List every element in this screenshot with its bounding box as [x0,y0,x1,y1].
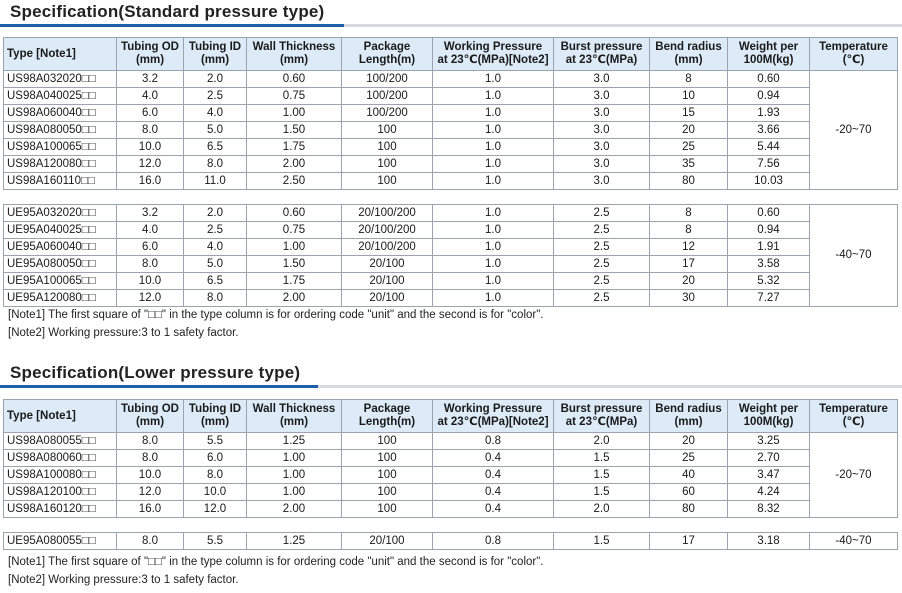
cell-working-pressure: 0.4 [433,484,554,501]
cell-bend-radius: 40 [650,467,728,484]
cell-working-pressure: 1.0 [433,71,554,88]
cell-type: US98A100065□□ [4,139,117,156]
cell-bend-radius: 25 [650,139,728,156]
cell-type: US98A080060□□ [4,450,117,467]
cell-tubing-od: 8.0 [117,433,184,450]
cell-weight: 0.60 [728,205,810,222]
cell-wall-thickness: 1.00 [247,450,342,467]
cell-working-pressure: 1.0 [433,122,554,139]
table-row [4,239,898,256]
cell-wall-thickness: 2.00 [247,156,342,173]
table-row [4,156,898,173]
cell-type: UE95A120080□□ [4,290,117,307]
cell-type: UE95A080050□□ [4,256,117,273]
cell-package-length: 100/200 [342,105,433,122]
standard-note2: [Note2] Working pressure:3 to 1 safety factor. [8,327,239,339]
group-separator [4,190,898,205]
cell-package-length: 20/100/200 [342,239,433,256]
cell-tubing-id: 2.5 [184,222,247,239]
cell-weight: 7.27 [728,290,810,307]
cell-working-pressure: 1.0 [433,205,554,222]
cell-wall-thickness: 1.25 [247,533,342,550]
table-row [4,122,898,139]
cell-bend-radius: 12 [650,239,728,256]
cell-tubing-id: 8.0 [184,467,247,484]
cell-weight: 5.32 [728,273,810,290]
cell-weight: 8.32 [728,501,810,518]
cell-tubing-od: 3.2 [117,205,184,222]
cell-tubing-od: 3.2 [117,71,184,88]
cell-type: US98A032020□□ [4,71,117,88]
table-row [4,256,898,273]
cell-wall-thickness: 0.75 [247,88,342,105]
header-burst-pressure: Burst pressure at 23℃(MPa) [554,38,650,71]
cell-burst-pressure: 3.0 [554,173,650,190]
cell-tubing-id: 2.0 [184,205,247,222]
cell-tubing-id: 5.0 [184,122,247,139]
cell-burst-pressure: 3.0 [554,139,650,156]
cell-working-pressure: 1.0 [433,290,554,307]
cell-type: UE95A060040□□ [4,239,117,256]
header-row [4,400,898,433]
header-bend-radius: Bend radius (mm) [650,400,728,433]
cell-bend-radius: 20 [650,433,728,450]
cell-type: US98A040025□□ [4,88,117,105]
cell-tubing-od: 4.0 [117,88,184,105]
cell-weight: 1.91 [728,239,810,256]
cell-wall-thickness: 0.60 [247,71,342,88]
lower-spec-table [3,399,898,550]
cell-tubing-id: 11.0 [184,173,247,190]
table-row [4,205,898,222]
cell-tubing-id: 6.5 [184,273,247,290]
cell-tubing-id: 12.0 [184,501,247,518]
cell-burst-pressure: 2.5 [554,222,650,239]
cell-package-length: 20/100 [342,533,433,550]
cell-package-length: 100 [342,173,433,190]
section-title-standard: Specification(Standard pressure type) [10,2,325,21]
cell-package-length: 20/100 [342,290,433,307]
cell-package-length: 100 [342,156,433,173]
cell-wall-thickness: 1.00 [247,105,342,122]
cell-temperature: -40~70 [810,533,898,550]
cell-bend-radius: 25 [650,450,728,467]
cell-bend-radius: 35 [650,156,728,173]
cell-tubing-od: 10.0 [117,273,184,290]
header-tubing-od: Tubing OD (mm) [117,38,184,71]
cell-weight: 0.94 [728,88,810,105]
cell-burst-pressure: 2.5 [554,239,650,256]
cell-weight: 0.94 [728,222,810,239]
header-wall-thickness: Wall Thickness (mm) [247,400,342,433]
cell-package-length: 100 [342,433,433,450]
header-working-pressure: Working Pressure at 23℃(MPa)[Note2] [433,38,554,71]
cell-tubing-id: 8.0 [184,290,247,307]
cell-working-pressure: 1.0 [433,222,554,239]
cell-burst-pressure: 1.5 [554,467,650,484]
cell-working-pressure: 0.4 [433,501,554,518]
cell-wall-thickness: 1.25 [247,433,342,450]
cell-weight: 5.44 [728,139,810,156]
cell-burst-pressure: 2.0 [554,433,650,450]
table-row [4,222,898,239]
cell-working-pressure: 0.4 [433,450,554,467]
cell-wall-thickness: 0.75 [247,222,342,239]
title-rule-lower [0,385,902,388]
cell-burst-pressure: 2.0 [554,501,650,518]
cell-tubing-od: 6.0 [117,105,184,122]
cell-bend-radius: 17 [650,533,728,550]
cell-bend-radius: 30 [650,290,728,307]
table-row [4,484,898,501]
cell-working-pressure: 1.0 [433,139,554,156]
cell-working-pressure: 1.0 [433,256,554,273]
cell-burst-pressure: 2.5 [554,205,650,222]
cell-type: UE95A080055□□ [4,533,117,550]
header-burst-pressure: Burst pressure at 23℃(MPa) [554,400,650,433]
lower-note1: [Note1] The first square of "□□" in the type column is for ordering code "unit" and the second is for "color". [8,556,544,568]
cell-package-length: 20/100 [342,256,433,273]
cell-tubing-od: 12.0 [117,290,184,307]
table-row [4,105,898,122]
header-temperature: Temperature (℃) [810,400,898,433]
section-title-lower: Specification(Lower pressure type) [10,363,301,382]
cell-package-length: 100 [342,467,433,484]
cell-burst-pressure: 3.0 [554,71,650,88]
cell-tubing-od: 12.0 [117,156,184,173]
cell-burst-pressure: 1.5 [554,484,650,501]
cell-wall-thickness: 1.00 [247,467,342,484]
cell-tubing-id: 8.0 [184,156,247,173]
cell-burst-pressure: 3.0 [554,105,650,122]
cell-wall-thickness: 1.75 [247,273,342,290]
cell-package-length: 100/200 [342,88,433,105]
cell-bend-radius: 80 [650,501,728,518]
cell-weight: 0.60 [728,71,810,88]
cell-type: US98A060040□□ [4,105,117,122]
cell-weight: 2.70 [728,450,810,467]
table-row [4,290,898,307]
header-tubing-id: Tubing ID (mm) [184,400,247,433]
cell-wall-thickness: 1.50 [247,256,342,273]
cell-wall-thickness: 1.75 [247,139,342,156]
cell-temperature: -40~70 [810,205,898,307]
cell-tubing-id: 5.5 [184,533,247,550]
cell-temperature: -20~70 [810,71,898,190]
cell-weight: 3.18 [728,533,810,550]
cell-tubing-od: 8.0 [117,122,184,139]
cell-temperature: -20~70 [810,433,898,518]
cell-package-length: 100 [342,122,433,139]
cell-tubing-od: 8.0 [117,533,184,550]
cell-package-length: 100 [342,450,433,467]
cell-type: UE95A032020□□ [4,205,117,222]
cell-tubing-od: 10.0 [117,467,184,484]
cell-bend-radius: 20 [650,273,728,290]
cell-tubing-od: 12.0 [117,484,184,501]
cell-tubing-id: 2.5 [184,88,247,105]
table-row [4,139,898,156]
cell-working-pressure: 1.0 [433,105,554,122]
cell-type: US98A080050□□ [4,122,117,139]
table-row [4,273,898,290]
cell-bend-radius: 60 [650,484,728,501]
cell-tubing-id: 2.0 [184,71,247,88]
header-tubing-id: Tubing ID (mm) [184,38,247,71]
cell-burst-pressure: 2.5 [554,273,650,290]
cell-package-length: 100 [342,484,433,501]
cell-type: UE95A100065□□ [4,273,117,290]
cell-burst-pressure: 3.0 [554,156,650,173]
table-row [4,173,898,190]
cell-tubing-id: 6.5 [184,139,247,156]
header-package-length: Package Length(m) [342,400,433,433]
table-row [4,433,898,450]
cell-package-length: 20/100/200 [342,205,433,222]
cell-bend-radius: 10 [650,88,728,105]
cell-tubing-od: 16.0 [117,501,184,518]
table-row [4,501,898,518]
cell-working-pressure: 0.4 [433,467,554,484]
cell-weight: 10.03 [728,173,810,190]
title-rule-standard [0,24,902,27]
cell-tubing-od: 10.0 [117,139,184,156]
cell-package-length: 100 [342,501,433,518]
cell-burst-pressure: 1.5 [554,533,650,550]
cell-tubing-id: 5.0 [184,256,247,273]
cell-weight: 1.93 [728,105,810,122]
header-weight: Weight per 100M(kg) [728,400,810,433]
cell-package-length: 20/100 [342,273,433,290]
cell-tubing-id: 5.5 [184,433,247,450]
cell-burst-pressure: 3.0 [554,122,650,139]
cell-wall-thickness: 2.00 [247,501,342,518]
cell-type: US98A120080□□ [4,156,117,173]
table-row [4,450,898,467]
cell-bend-radius: 15 [650,105,728,122]
standard-spec-table [3,37,898,307]
cell-package-length: 100 [342,139,433,156]
lower-note2: [Note2] Working pressure:3 to 1 safety factor. [8,574,239,586]
cell-working-pressure: 1.0 [433,239,554,256]
table-row [4,533,898,550]
header-package-length: Package Length(m) [342,38,433,71]
cell-package-length: 100/200 [342,71,433,88]
cell-working-pressure: 1.0 [433,273,554,290]
cell-bend-radius: 17 [650,256,728,273]
cell-weight: 3.47 [728,467,810,484]
cell-working-pressure: 1.0 [433,156,554,173]
header-type: Type [Note1] [4,38,117,71]
standard-note1: [Note1] The first square of "□□" in the type column is for ordering code "unit" and the second is for "color". [8,309,544,321]
cell-tubing-id: 6.0 [184,450,247,467]
cell-weight: 3.66 [728,122,810,139]
cell-weight: 4.24 [728,484,810,501]
table-row [4,71,898,88]
cell-type: US98A080055□□ [4,433,117,450]
cell-tubing-id: 10.0 [184,484,247,501]
cell-wall-thickness: 1.00 [247,484,342,501]
cell-tubing-id: 4.0 [184,239,247,256]
table-row [4,88,898,105]
cell-wall-thickness: 2.00 [247,290,342,307]
group-separator [4,518,898,533]
header-working-pressure: Working Pressure at 23℃(MPa)[Note2] [433,400,554,433]
cell-tubing-od: 8.0 [117,450,184,467]
cell-tubing-id: 4.0 [184,105,247,122]
cell-burst-pressure: 1.5 [554,450,650,467]
cell-burst-pressure: 3.0 [554,88,650,105]
cell-bend-radius: 8 [650,71,728,88]
cell-working-pressure: 1.0 [433,88,554,105]
table-row [4,467,898,484]
cell-weight: 3.25 [728,433,810,450]
cell-bend-radius: 80 [650,173,728,190]
cell-wall-thickness: 0.60 [247,205,342,222]
cell-tubing-od: 4.0 [117,222,184,239]
cell-type: US98A100080□□ [4,467,117,484]
header-wall-thickness: Wall Thickness (mm) [247,38,342,71]
cell-burst-pressure: 2.5 [554,290,650,307]
cell-type: US98A120100□□ [4,484,117,501]
cell-bend-radius: 8 [650,222,728,239]
cell-package-length: 20/100/200 [342,222,433,239]
cell-wall-thickness: 2.50 [247,173,342,190]
header-type: Type [Note1] [4,400,117,433]
header-weight: Weight per 100M(kg) [728,38,810,71]
cell-tubing-od: 8.0 [117,256,184,273]
cell-weight: 7.56 [728,156,810,173]
cell-wall-thickness: 1.50 [247,122,342,139]
cell-wall-thickness: 1.00 [247,239,342,256]
cell-bend-radius: 8 [650,205,728,222]
cell-type: UE95A040025□□ [4,222,117,239]
cell-weight: 3.58 [728,256,810,273]
header-row [4,38,898,71]
cell-working-pressure: 0.8 [433,533,554,550]
cell-burst-pressure: 2.5 [554,256,650,273]
cell-bend-radius: 20 [650,122,728,139]
header-tubing-od: Tubing OD (mm) [117,400,184,433]
cell-tubing-od: 6.0 [117,239,184,256]
header-temperature: Temperature (℃) [810,38,898,71]
cell-tubing-od: 16.0 [117,173,184,190]
cell-working-pressure: 0.8 [433,433,554,450]
cell-working-pressure: 1.0 [433,173,554,190]
header-bend-radius: Bend radius (mm) [650,38,728,71]
cell-type: US98A160110□□ [4,173,117,190]
cell-type: US98A160120□□ [4,501,117,518]
